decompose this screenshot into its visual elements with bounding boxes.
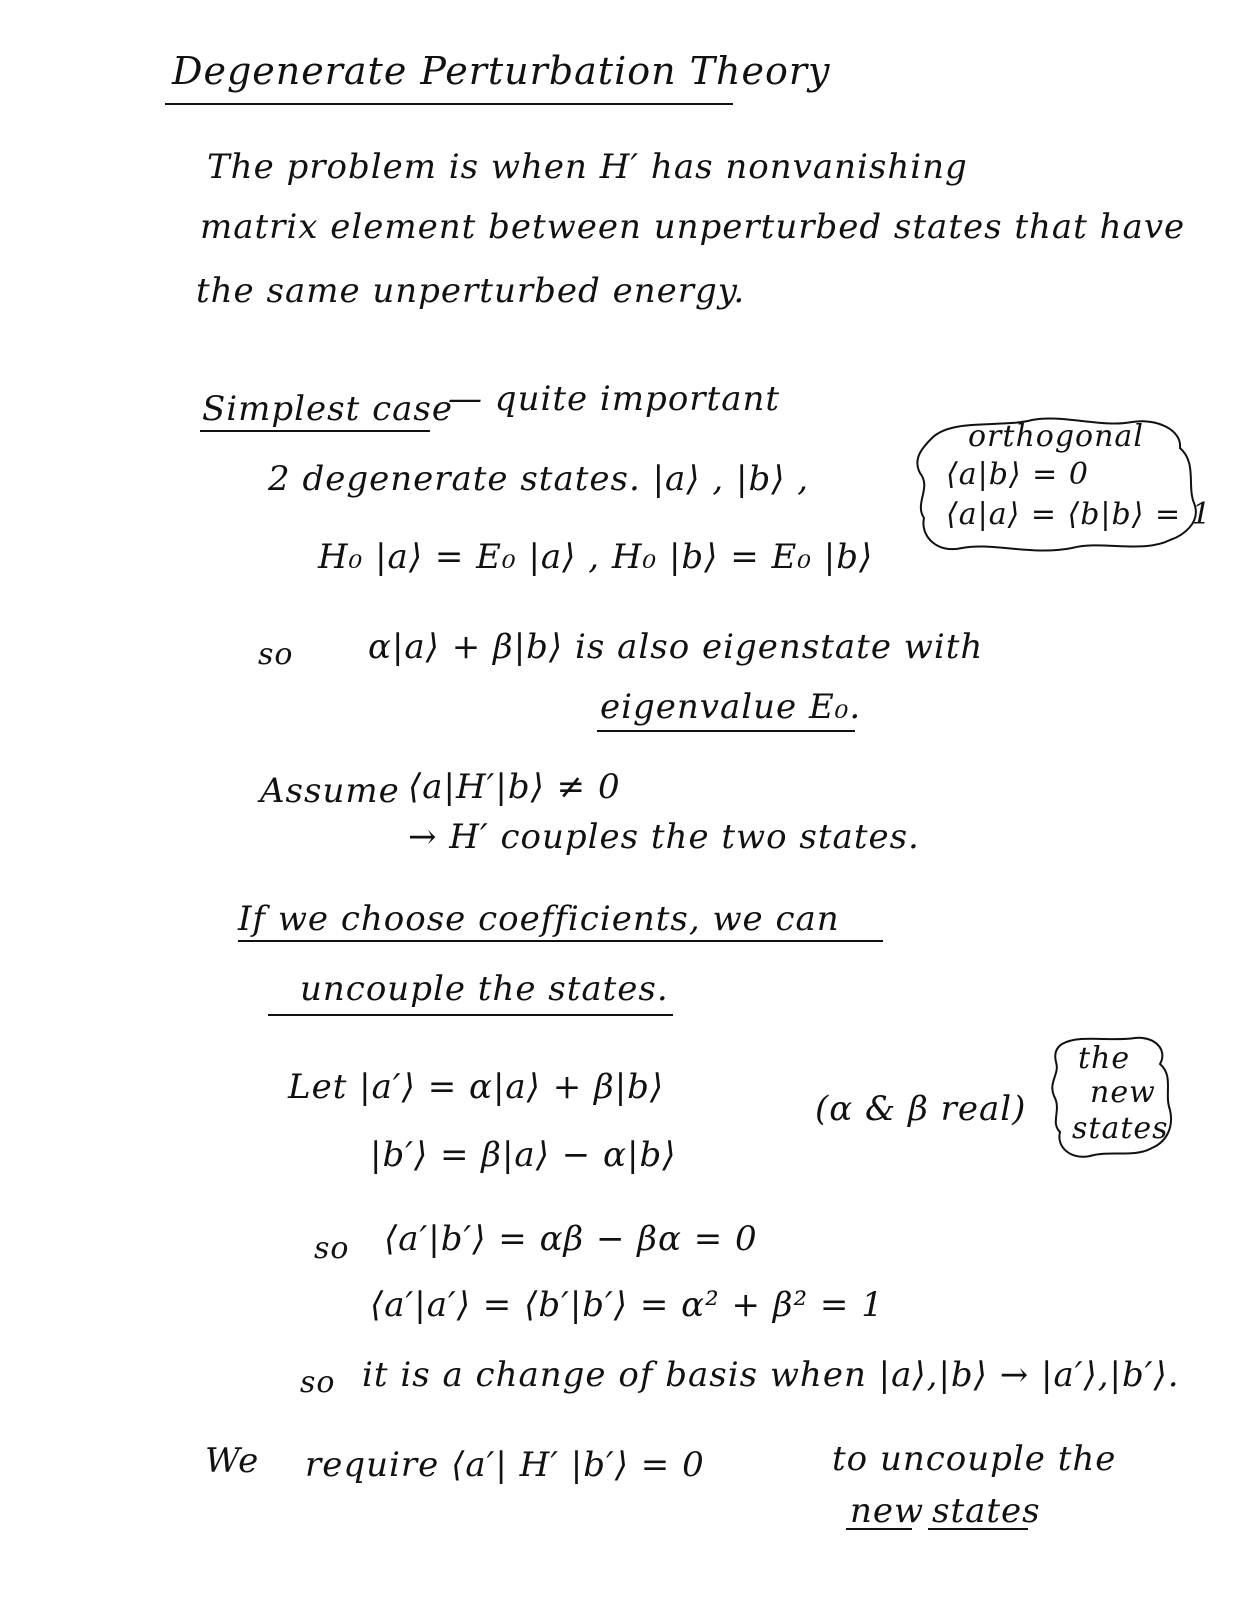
so-label-1: so [258, 637, 294, 672]
simplest-case-heading: Simplest case [202, 389, 453, 429]
degenerate-states-line: 2 degenerate states. |a⟩ , |b⟩ , [268, 459, 810, 499]
to-uncouple-line: to uncouple the [832, 1439, 1117, 1479]
we-label: We [205, 1441, 260, 1481]
title-underline [165, 103, 733, 105]
new-states-orthogonality: ⟨a′|b′⟩ = αβ − βα = 0 [384, 1219, 758, 1259]
cloud-inner-product-zero: ⟨a|b⟩ = 0 [946, 457, 1089, 492]
cloud-states-label: states [1072, 1111, 1169, 1146]
so-label-2: so [314, 1231, 350, 1266]
intro-line-3: the same unperturbed energy. [196, 271, 746, 311]
new-states-normalization: ⟨a′|a′⟩ = ⟨b′|b′⟩ = α² + β² = 1 [370, 1285, 884, 1325]
cloud-the-label: the [1078, 1041, 1131, 1076]
couples-line: → H′ couples the two states. [408, 817, 920, 857]
cloud-new-label: new [1090, 1075, 1156, 1110]
real-coefficients-note: (α & β real) [815, 1089, 1027, 1129]
intro-line-1: The problem is when H′ has nonvanishing [207, 147, 968, 187]
cloud-orthogonal-label: orthogonal [968, 419, 1144, 454]
states-word: states [932, 1491, 1041, 1531]
change-of-basis-line: it is a change of basis when |a⟩,|b⟩ → |a′⟩,|b′⟩. [362, 1355, 1180, 1395]
a-prime-definition: Let |a′⟩ = α|a⟩ + β|b⟩ [288, 1067, 665, 1107]
choose-line-1: If we choose coefficients, we can [238, 899, 840, 939]
assume-label: Assume [260, 771, 400, 811]
eigenvalue-line: eigenvalue E₀. [600, 687, 862, 727]
cloud-normalization: ⟨a|a⟩ = ⟨b|b⟩ = 1 [946, 497, 1212, 532]
intro-line-2: matrix element between unperturbed states that have [200, 207, 1186, 247]
so-label-3: so [300, 1365, 336, 1400]
new-underline [846, 1528, 912, 1530]
superposition-line: α|a⟩ + β|b⟩ is also eigenstate with [368, 627, 984, 667]
assume-expression: ⟨a|H′|b⟩ ≠ 0 [408, 767, 621, 807]
h0-eigen-line: H₀ |a⟩ = E₀ |a⟩ , H₀ |b⟩ = E₀ |b⟩ [318, 537, 874, 577]
page-title: Degenerate Perturbation Theory [172, 49, 831, 93]
states-underline [928, 1528, 1028, 1530]
choose-line-2: uncouple the states. [300, 969, 669, 1009]
eigenvalue-underline [597, 730, 855, 732]
choose-underline-2 [268, 1014, 673, 1016]
b-prime-definition: |b′⟩ = β|a⟩ − α|b⟩ [370, 1135, 677, 1175]
new-word: new [850, 1491, 925, 1531]
require-expression: require ⟨a′| H′ |b′⟩ = 0 [305, 1445, 705, 1485]
choose-underline-1 [238, 940, 883, 942]
simplest-underline [200, 430, 430, 432]
quite-important-note: — quite important [448, 379, 781, 419]
